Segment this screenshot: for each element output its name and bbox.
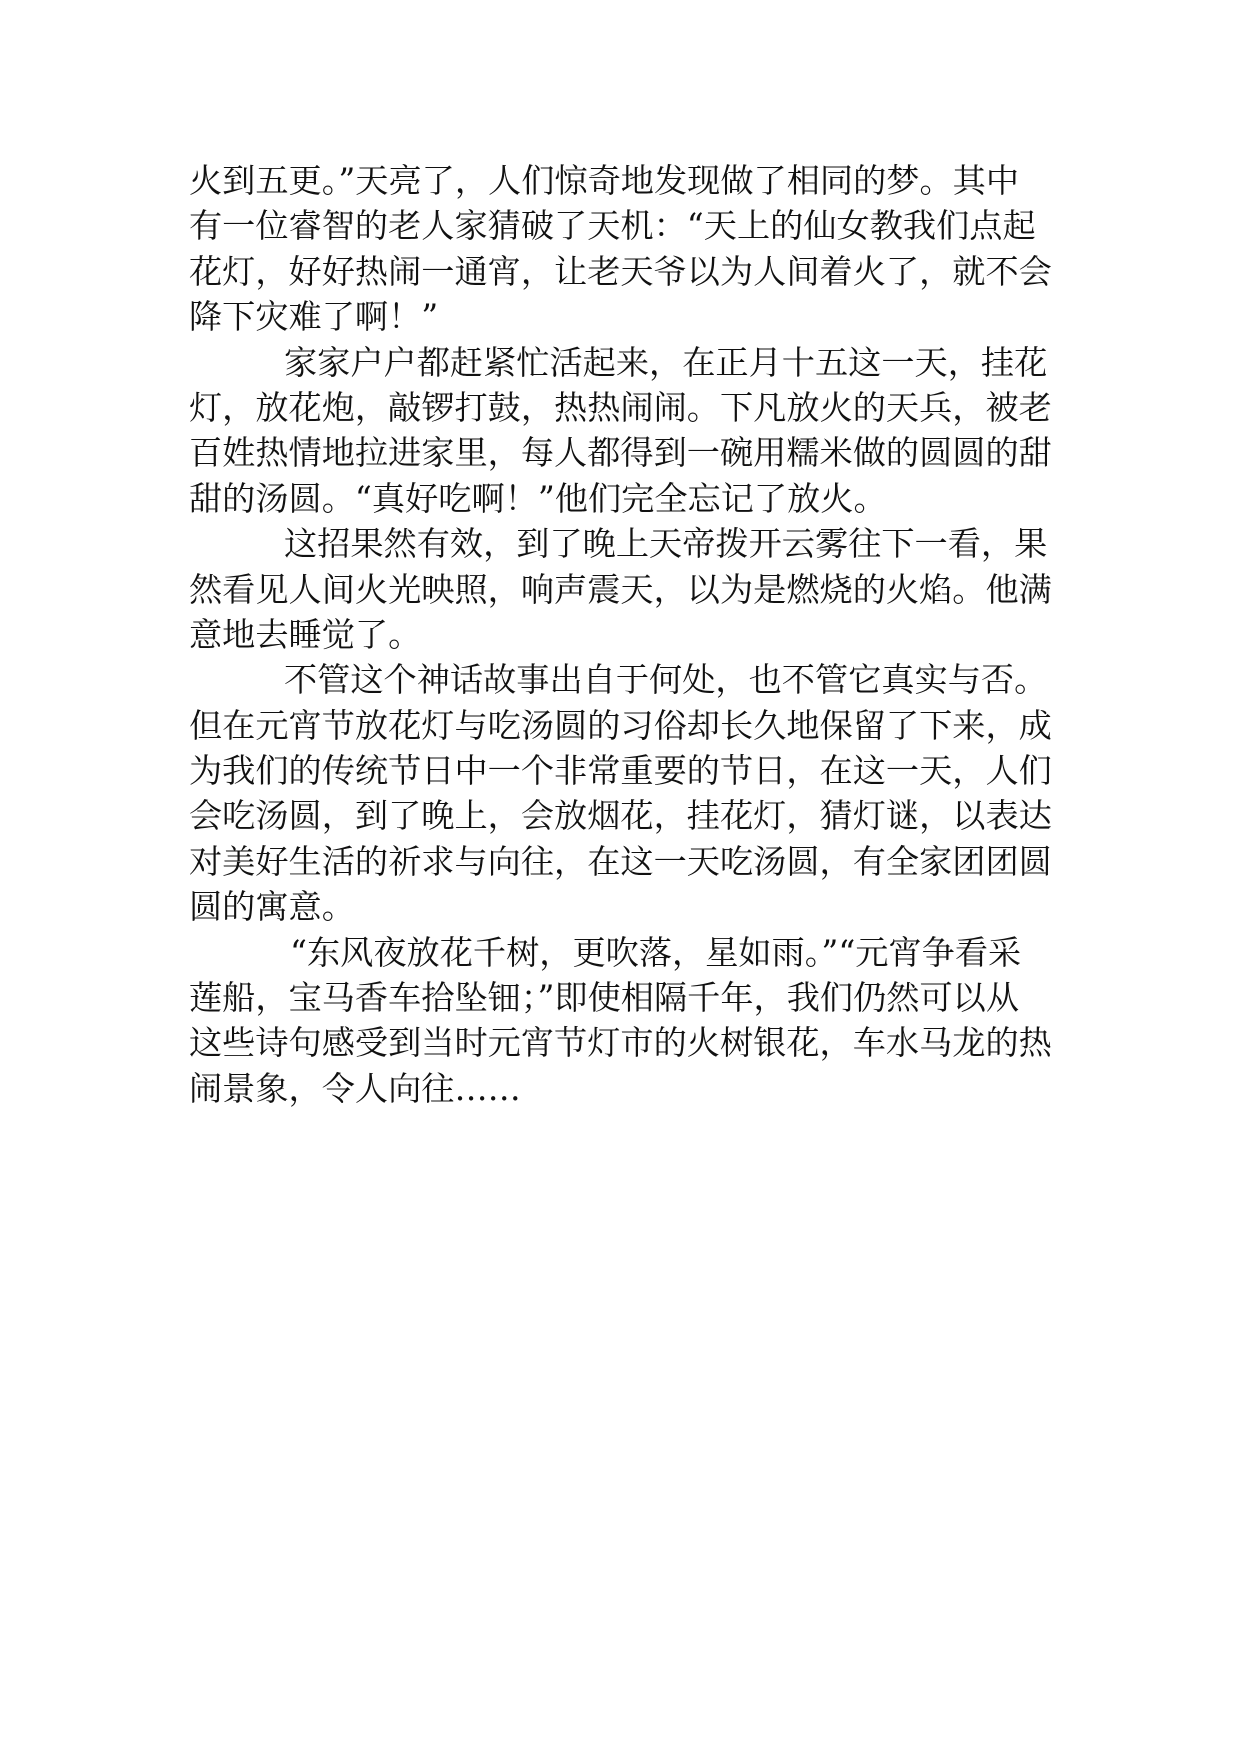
paragraph-line: 对美好生活的祈求与向往，在这一天吃汤圆，有全家团团圆 [189, 841, 1052, 881]
document-body [189, 158, 1055, 1111]
paragraph-line: 甜的汤圆。“真好吃啊！”他们完全忘记了放火。 [189, 478, 887, 518]
paragraph-line: 闹景象，令人向往…… [189, 1068, 521, 1108]
paragraph-line: 不管这个神话故事出自于何处，也不管它真实与否。 [284, 660, 1048, 700]
paragraph-5 [189, 930, 1055, 1112]
paragraph-line: 圆的寓意。 [189, 887, 355, 927]
paragraph-1 [189, 158, 1055, 340]
paragraph-line: 家家户户都赶紧忙活起来，在正月十五这一天，挂花 [284, 342, 1048, 382]
paragraph-line: 这招果然有效，到了晚上天帝拨开云雾往下一看，果 [284, 524, 1048, 564]
paragraph-line: 花灯，好好热闹一通宵，让老天爷以为人间着火了，就不会 [189, 251, 1052, 291]
paragraph-line: 但在元宵节放花灯与吃汤圆的习俗却长久地保留了下来，成 [189, 705, 1052, 745]
paragraph-line: 降下灾难了啊！” [189, 297, 439, 337]
paragraph-line: 然看见人间火光映照，响声震天，以为是燃烧的火焰。他满 [189, 569, 1052, 609]
paragraph-line: 意地去睡觉了。 [189, 614, 422, 654]
paragraph-line: 为我们的传统节日中一个非常重要的节日，在这一天，人们 [189, 751, 1052, 791]
paragraph-line: 有一位睿智的老人家猜破了天机：“天上的仙女教我们点起 [189, 206, 1036, 246]
paragraph-line: 百姓热情地拉进家里，每人都得到一碗用糯米做的圆圆的甜 [189, 433, 1052, 473]
paragraph-line: 会吃汤圆，到了晚上，会放烟花，挂花灯，猜灯谜，以表达 [189, 796, 1052, 836]
paragraph-2 [189, 340, 1055, 522]
paragraph-line: “东风夜放花千树，更吹落，星如雨。”“元宵争看采 [290, 932, 1022, 972]
paragraph-line: 火到五更。”天亮了，人们惊奇地发现做了相同的梦。其中 [189, 161, 1020, 200]
paragraph-4 [189, 657, 1055, 929]
paragraph-line: 莲船，宝马香车拾坠钿；”即使相隔千年，我们仍然可以从 [189, 978, 1020, 1018]
paragraph-3 [189, 521, 1055, 657]
paragraph-line: 这些诗句感受到当时元宵节灯市的火树银花，车水马龙的热 [189, 1023, 1052, 1063]
paragraph-line: 灯，放花炮，敲锣打鼓，热热闹闹。下凡放火的天兵，被老 [189, 387, 1052, 427]
